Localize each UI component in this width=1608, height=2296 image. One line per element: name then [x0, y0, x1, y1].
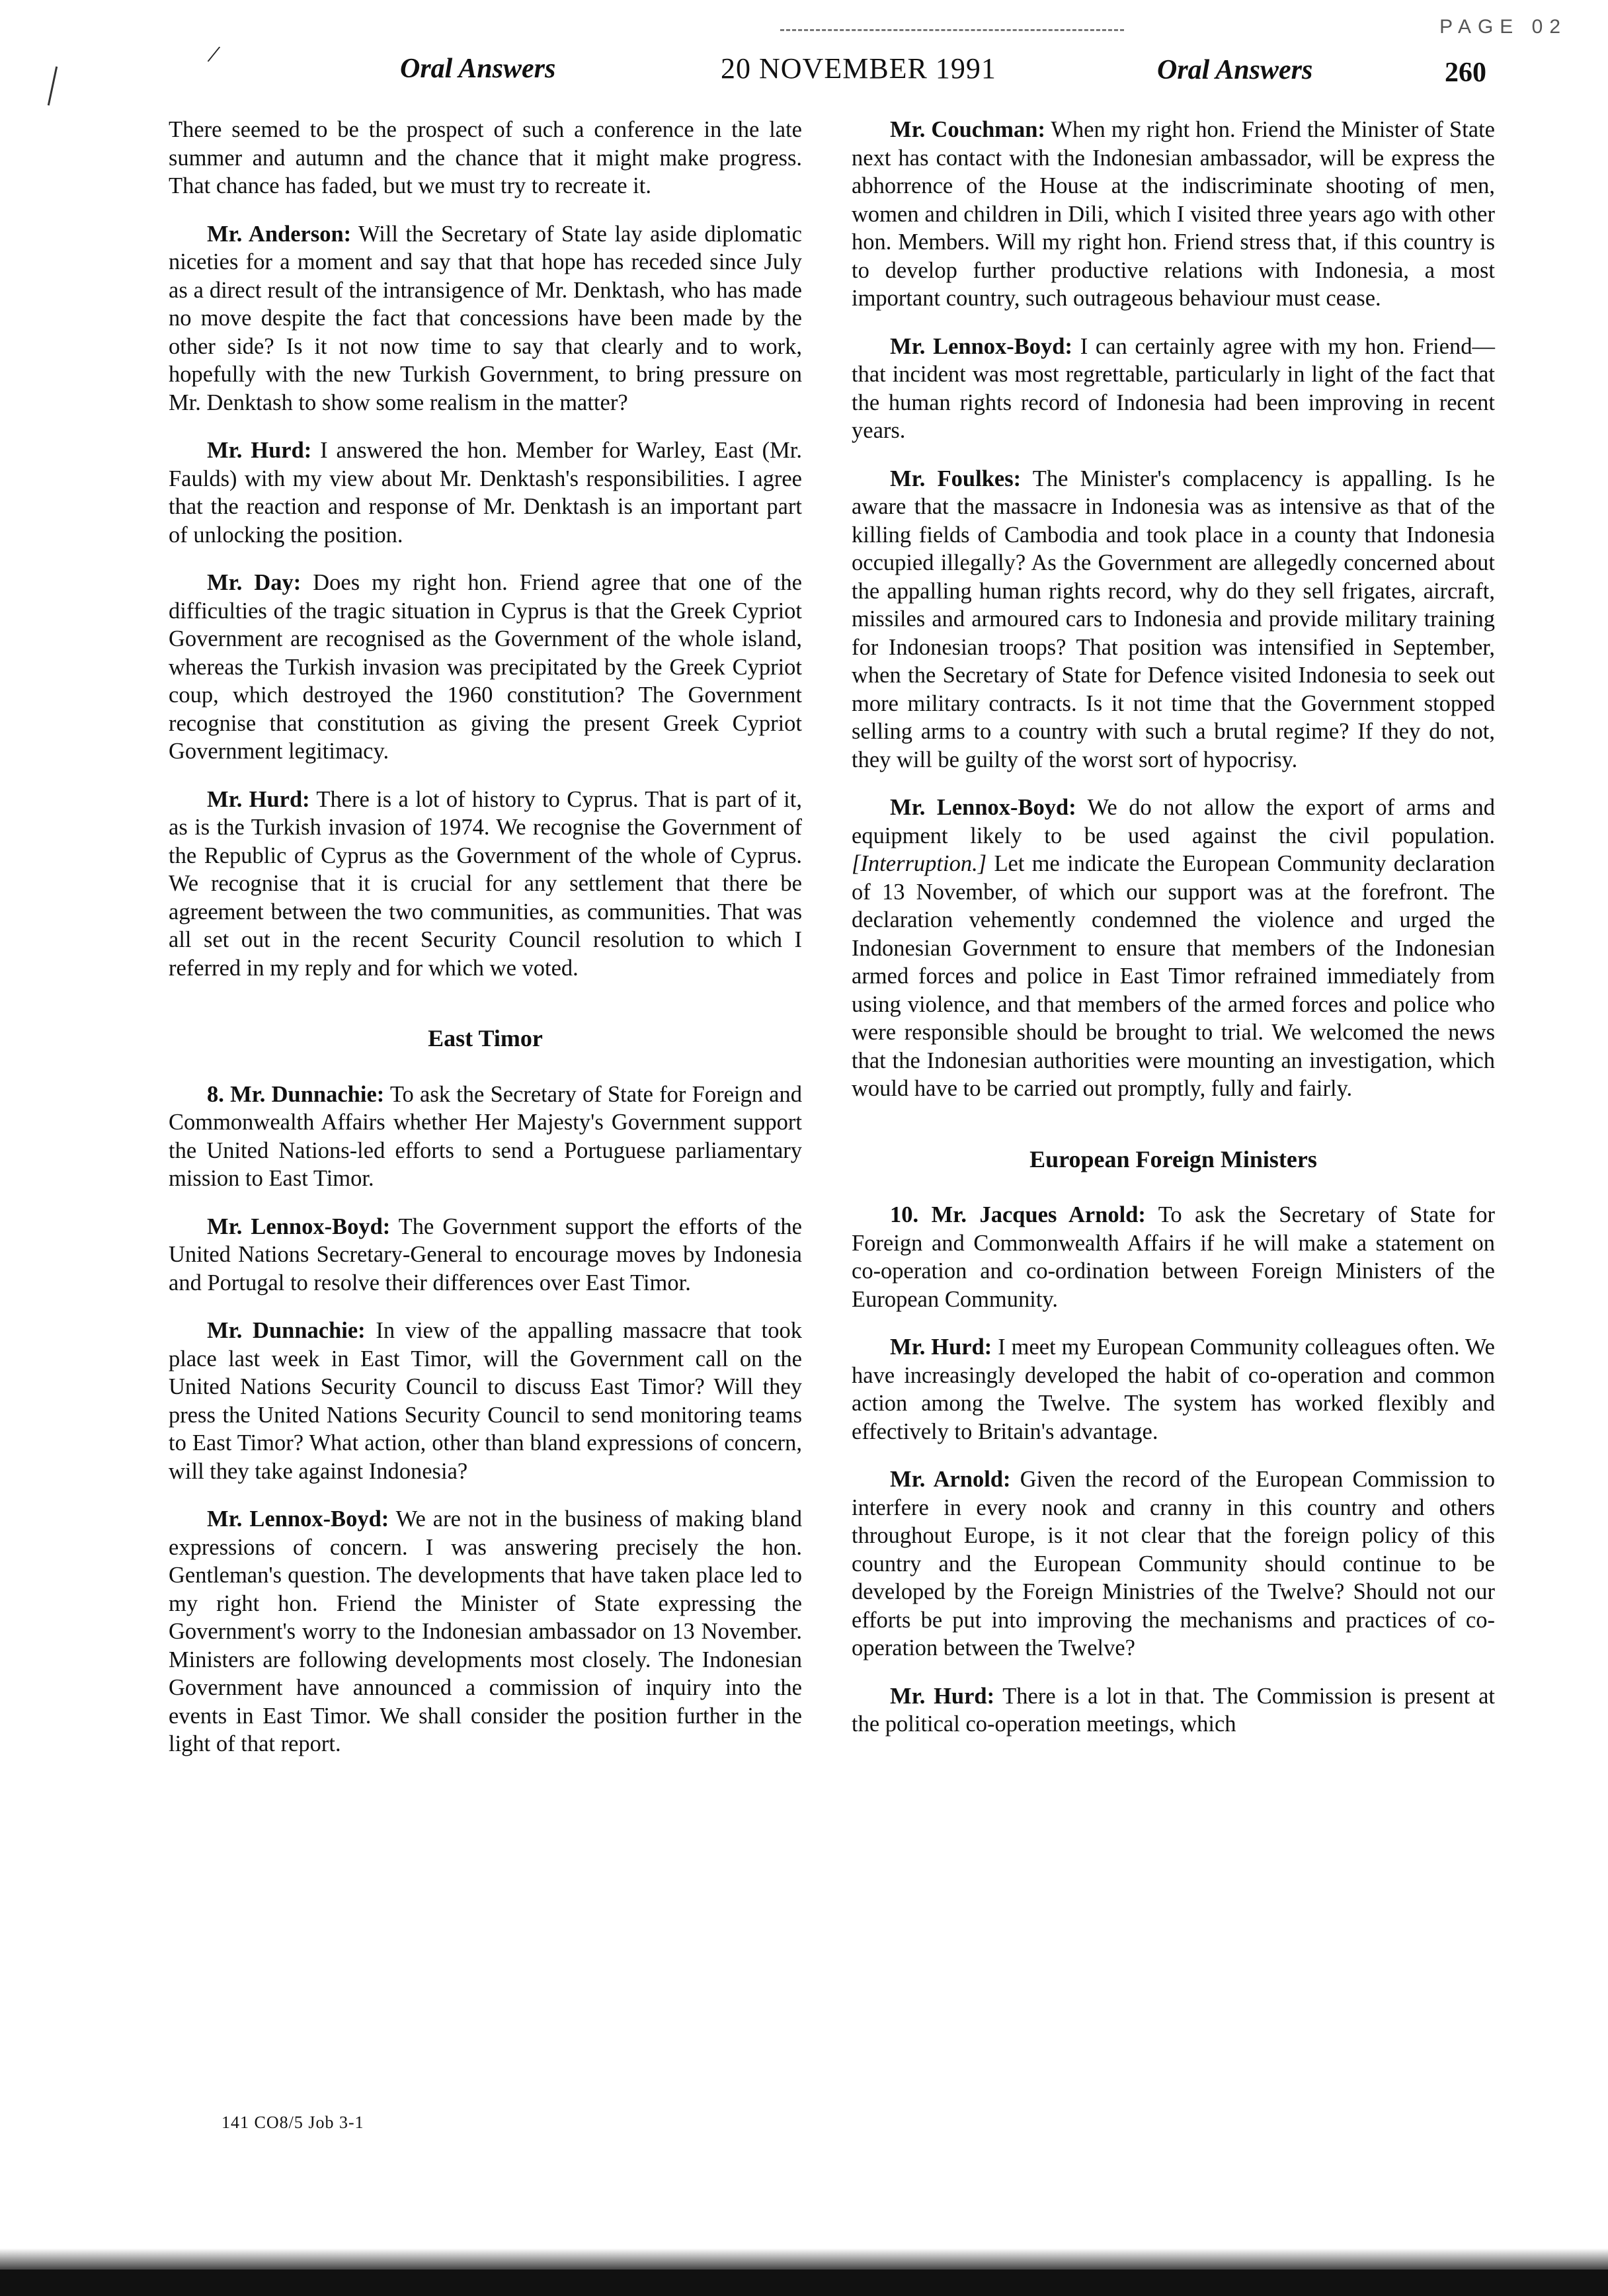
- interruption-note: [Interruption.]: [852, 851, 987, 876]
- speech-text-continued: Let me indicate the European Community declaration of 13 November, of which our support was at the forefront. The declaration vehemently condemned the violence and urged the Indonesian Government to ensure that members of the Indonesian armed forces and police in East Timor refrained immediately from using violence, and that members of the armed forces and police who were responsible should be brought to trial. We welcomed the news that the Indonesian authorities were mounting an investigation, which would have to be carried out promptly, fully and fairly.: [852, 851, 1495, 1101]
- handwritten-margin-stroke: [48, 66, 58, 105]
- speech-paragraph: [169, 786, 802, 983]
- speech-text: There is a lot of history to Cyprus. That is part of it, as is the Turkish invasion of 1974. We recognise the Government of the Republic of Cyprus as the Government of the whole of Cyprus. We recognise that it is crucial for any settlement that there be agreement between the two communities, as communities. That was all set out in the recent Security Council resolution to which I referred in my reply and for which we voted.: [169, 786, 802, 981]
- header-date: 20 NOVEMBER 1991: [721, 52, 996, 85]
- header-section-left: Oral Answers: [400, 54, 556, 84]
- speech-text: Given the record of the European Commission to interfere in every nook and cranny in this country and others throughout Europe, is it not clear that the foreign policy of this country and the European Community should continue to be developed by the Foreign Ministries of the Twelve? Should not our efforts be put into improving the mechanisms and practices of co-operation between the Twelve?: [852, 1467, 1495, 1660]
- speech-paragraph: [169, 1317, 802, 1485]
- header-page-number: 260: [1445, 58, 1486, 88]
- scan-bottom-shadow: [0, 2248, 1608, 2270]
- speech-text: I meet my European Community colleagues often. We have increasingly developed the habit of co-operation and common action among the Twelve. The system has worked flexibly and effectively to Britain's advantage.: [852, 1334, 1495, 1444]
- speech-paragraph: [169, 1213, 802, 1297]
- speaker-name: Mr. Lennox-Boyd:: [890, 795, 1076, 820]
- speech-paragraph: [169, 569, 802, 766]
- speech-text: To ask the Secretary of State for Foreign and Commonwealth Affairs if he will make a statement on co-operation and co-ordination between Foreign Ministers of the European Community.: [852, 1202, 1495, 1312]
- handwritten-tick-mark: /: [205, 38, 223, 69]
- speaker-name: Mr. Lennox-Boyd:: [207, 1213, 391, 1239]
- speech-text: We are not in the business of making bland expressions of concern. I was answering precisely the hon. Gentleman's question. The developments that have taken place led to my right hon. Friend the Minister of State expressing the Government's worry to the Indonesian ambassador on 13 November. Ministers are following developments most closely. The Indonesian Government have announced a commission of inquiry into the events in East Timor. We shall consider the position further in the light of that report.: [169, 1506, 802, 1756]
- speech-paragraph: [169, 1505, 802, 1758]
- right-text-column: [852, 116, 1495, 1758]
- speech-paragraph: [852, 1465, 1495, 1662]
- speech-paragraph: [852, 465, 1495, 774]
- speech-text: There seemed to be the prospect of such a conference in the late summer and autumn and the chance that it might make progress. That chance has faded, but we must try to recreate it.: [169, 117, 802, 198]
- speech-text: Will the Secretary of State lay aside diplomatic niceties for a moment and say that that hope has receded since July as a direct result of the intransigence of Mr. Denktash, who has made no move despite the fact that concessions have been made by the other side? Is it not now time to say that clearly and to work, hopefully with the new Turkish Government, to bring pressure on Mr. Denktash to show some realism in the matter?: [169, 221, 802, 415]
- left-text-column: [169, 116, 802, 1778]
- speech-paragraph: [169, 220, 802, 417]
- speech-paragraph: [852, 116, 1495, 313]
- speech-paragraph: [852, 333, 1495, 445]
- section-heading: East Timor: [428, 1025, 543, 1051]
- speaker-name: Mr. Anderson:: [207, 221, 352, 247]
- fax-page-stamp: PAGE 02: [1439, 16, 1567, 38]
- speech-text: The Minister's complacency is appalling. Is he aware that the massacre in Indonesia was as intensive as that of the killing fields of Cambodia and took place in a county that Indonesia occupied illegally? As the Government are allegedly concerned about the appalling human rights record, why do they sell frigates, aircraft, missiles and armoured cars to Indonesia and provide military training for Indonesian troops? That position was intensified in September, when the Secretary of State for Defence visited Indonesia to seek out more military contracts. Is it not time that the Government stopped selling arms to a country with such a brutal regime? If they do not, they will be guilty of the worst sort of hypocrisy.: [852, 466, 1495, 772]
- running-header: [169, 46, 1491, 99]
- speech-paragraph: [852, 1333, 1495, 1446]
- speaker-name: Mr. Hurd:: [207, 438, 312, 463]
- speech-text: I answered the hon. Member for Warley, East (Mr. Faulds) with my view about Mr. Denktash's responsibilities. I agree that the reaction and response of Mr. Denktash is an important part of unlocking the position.: [169, 438, 802, 548]
- speech-paragraph: [852, 1201, 1495, 1313]
- speech-paragraph: [852, 1682, 1495, 1739]
- scan-bottom-edge: [0, 2270, 1608, 2296]
- speech-text: I can certainly agree with my hon. Friend—that incident was most regrettable, particularly in light of the fact that the human rights record of Indonesia had been improving in recent years.: [852, 333, 1495, 443]
- speaker-name: Mr. Arnold:: [890, 1467, 1011, 1492]
- speaker-name: 10. Mr. Jacques Arnold:: [890, 1202, 1146, 1227]
- footer-job-code: 141 CO8/5 Job 3-1: [221, 2113, 364, 2132]
- speech-paragraph: [169, 436, 802, 549]
- speech-paragraph: [169, 1081, 802, 1193]
- speech-paragraph: [169, 116, 802, 200]
- speech-paragraph: [852, 794, 1495, 1103]
- speech-text: To ask the Secretary of State for Foreign and Commonwealth Affairs whether Her Majesty's Government support the United Nations-led efforts to send a Portuguese parliamentary mission to East Timor.: [169, 1081, 802, 1191]
- speaker-name: Mr. Lennox-Boyd:: [890, 333, 1072, 359]
- scan-top-marks: [780, 16, 1587, 42]
- speaker-name: 8. Mr. Dunnachie:: [207, 1081, 385, 1107]
- speech-text: We do not allow the export of arms and equipment likely to be used against the civil population.: [852, 795, 1495, 848]
- speaker-name: Mr. Hurd:: [890, 1334, 992, 1360]
- speaker-name: Mr. Dunnachie:: [207, 1318, 366, 1343]
- scan-dashed-line: [780, 29, 1124, 31]
- speech-text: Does my right hon. Friend agree that one of the difficulties of the tragic situation in Cyprus is that the Greek Cypriot Government are recognised as the Government of the whole island, whereas the Turkish invasion was precipitated by the Greek Cypriot coup, which destroyed the 1960 constitution? The Government recognise that constitution as giving the present Greek Cypriot Government legitimacy.: [169, 570, 802, 764]
- speech-text: When my right hon. Friend the Minister of State next has contact with the Indonesian ambassador, will be express the abhorrence of the House at the indiscriminate shooting of men, women and children in Dili, which I visited three years ago with other hon. Members. Will my right hon. Friend stress that, if this country is to develop further productive relations with Indonesia, a most important country, such outrageous behaviour must cease.: [852, 117, 1495, 311]
- speaker-name: Mr. Day:: [207, 570, 302, 595]
- speech-text: In view of the appalling massacre that took place last week in East Timor, will the Government call on the United Nations Security Council to discuss East Timor? Will they press the United Nations Security Council to send monitoring teams to East Timor? What action, other than bland expressions of concern, will they take against Indonesia?: [169, 1318, 802, 1484]
- speech-text: There is a lot in that. The Commission is present at the political co-operation meetings, which: [852, 1683, 1495, 1737]
- header-section-right: Oral Answers: [1157, 55, 1313, 85]
- speech-text: The Government support the efforts of the United Nations Secretary-General to encourage moves by Indonesia and Portugal to resolve their differences over East Timor.: [169, 1213, 802, 1295]
- speaker-name: Mr. Lennox-Boyd:: [207, 1506, 389, 1532]
- speaker-name: Mr. Couchman:: [890, 117, 1045, 142]
- speaker-name: Mr. Foulkes:: [890, 466, 1022, 491]
- speaker-name: Mr. Hurd:: [890, 1683, 995, 1709]
- section-heading: European Foreign Ministers: [1029, 1145, 1317, 1172]
- speaker-name: Mr. Hurd:: [207, 786, 310, 812]
